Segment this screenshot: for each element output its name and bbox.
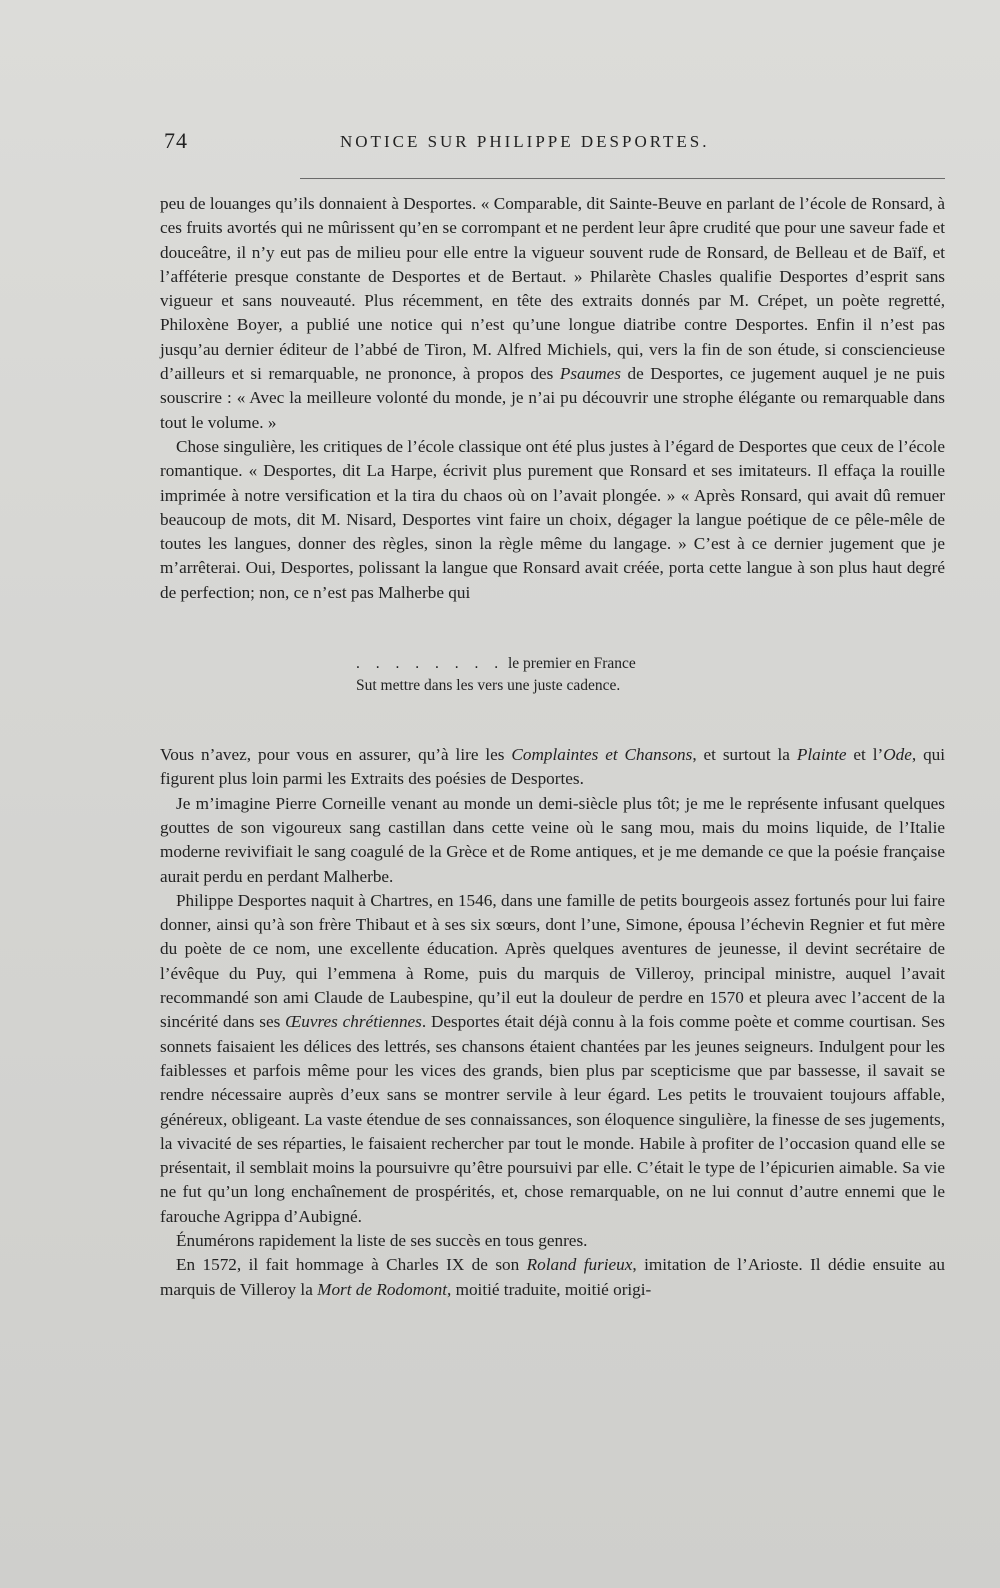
paragraph-6: Énumérons rapidement la liste de ses succès en tous genres.	[176, 1230, 588, 1250]
paragraph-2: Chose singulière, les critiques de l’école classique ont été plus justes à l’égard de Desportes que ceux de l’école romantique. « Desportes, dit La Harpe, écrivit plus purement que Ronsard et ses imitateurs. Il effaça la rouille imprimée à notre versification et la tira du chaos où on l’avait plongée. » « Après Ronsard, qui avait dû remuer beaucoup de mots, dit M. Nisard, Desportes vint faire un choix, dégager la langue poétique de ce pêle-mêle de toutes les langues, donner des règles, sinon la règle même du langage. » C’est à ce dernier jugement que je m’arrêterai. Oui, Desportes, polissant la langue que Ronsard avait créée, porta cette langue à son plus haut degré de perfection; non, ce n’est pas Malherbe qui	[160, 436, 945, 602]
page-header	[160, 128, 945, 158]
paragraph-1: peu de louanges qu’ils donnaient à Desportes. « Comparable, dit Sainte-Beuve en parlant de l’école de Ronsard, à ces fruits avortés qui ne mûrissent qu’en se corrompant et ne perdent leur âpre crudité que pour une saveur fade et douceâtre, il n’y eut pas de milieu pour elle entre la vigueur souvent rude de Ronsard, de Belleau et de Baïf, et l’afféterie presque constante de Desportes et de Bertaut. » Philarète Chasles qualifie Desportes d’esprit sans vigueur et sans nouveauté. Plus récemment, en tête des extraits donnés par M. Crépet, un poète regretté, Philoxène Boyer, a publié une notice qui n’est qu’une longue diatribe contre Desportes. Enfin il n’est pas jusqu’au dernier éditeur de l’abbé de Tiron, M. Alfred Michiels, qui, vers la fin de son étude, si consciencieuse d’ailleurs et si remarquable, ne prononce, à propos des Psaumes de Desportes, ce jugement auquel je ne puis souscrire : « Avec la meilleure volonté du monde, je n’ai pu découvrir une strophe élégante ou remarquable dans tout le volume. »	[160, 194, 945, 432]
verse-line-2: Sut mettre dans les vers une juste cadence.	[356, 677, 621, 695]
paragraph-7: En 1572, il fait hommage à Charles IX de son Roland furieux, imitation de l’Arioste. Il dédie ensuite au marquis de Villeroy la Mort de Rodomont, moitié traduite, moitié origi-	[160, 1255, 945, 1299]
italic-title: Psaumes	[559, 364, 621, 384]
paragraph-3: Vous n’avez, pour vous en assurer, qu’à lire les Complaintes et Chansons, et surtout la Plainte et l’Ode, qui figurent plus loin parmi les Extraits des poésies de Desportes.	[160, 745, 946, 789]
body-text	[160, 192, 945, 1302]
page-number: 74	[164, 128, 188, 153]
paragraph-4: Je m’imagine Pierre Corneille venant au monde un demi-siècle plus tôt; je me le représente infusant quelques gouttes de son vigoureux sang castillan dans cette veine où le sang mou, mais du moins liquide, de l’Italie moderne revivifiait le sang coagulé de la Grèce et de Rome antiques, et je me demande ce que la poésie française aurait perdu en perdant Malherbe.	[160, 793, 945, 886]
paragraph-5: Philippe Desportes naquit à Chartres, en 1546, dans une famille de petits bourgeois assez fortunés pour lui faire donner, ainsi qu’à son frère Thibaut et à ses six sœurs, dont l’une, Simone, épousa l’échevin Regnier et fut mère du poète de ce nom, une excellente éducation. Après quelques aventures de jeunesse, il devint secrétaire de l’évêque du Puy, qui l’emmena à Rome, puis du marquis de Villeroy, principal ministre, auquel l’avait recommandé son ami Claude de Laubespine, qu’il eut la douleur de perdre en 1570 et pleura avec l’accent de la sincérité dans ses Œuvres chrétiennes. Desportes était déjà connu à la fois comme poète et comme courtisan. Ses sonnets faisaient les délices des lettrés, ses chansons étaient chantées par les jeunes seigneurs. Indulgent pour les faiblesses et parfois même pour les vices des grands, bien plus par scepticisme que par bassesse, il savait se rendre nécessaire auprès d’eux sans se montrer servile à leur égard. Les petits le trouvaient toujours affable, généreux, obligeant. La vaste étendue de ses connaissances, son éloquence singulière, la finesse de ses jugements, la vivacité de ses réparties, le faisaient rechercher par tout le monde. Habile à profiter de l’occasion quand elle se présentait, il semblait moins la poursuivre qu’être poursuivi par elle. C’était le type de l’épicurien aimable. Sa vie ne fut qu’un long enchaînement de prospérités, et, chose remarquable, on ne lui connut d’autre ennemi que le farouche Agrippa d’Aubigné.	[160, 890, 945, 1226]
header-rule	[300, 178, 945, 179]
verse-line-1: . . . . . . . . le premier en France	[356, 655, 636, 673]
running-title: NOTICE SUR PHILIPPE DESPORTES.	[340, 132, 710, 151]
verse-quotation	[356, 653, 945, 697]
